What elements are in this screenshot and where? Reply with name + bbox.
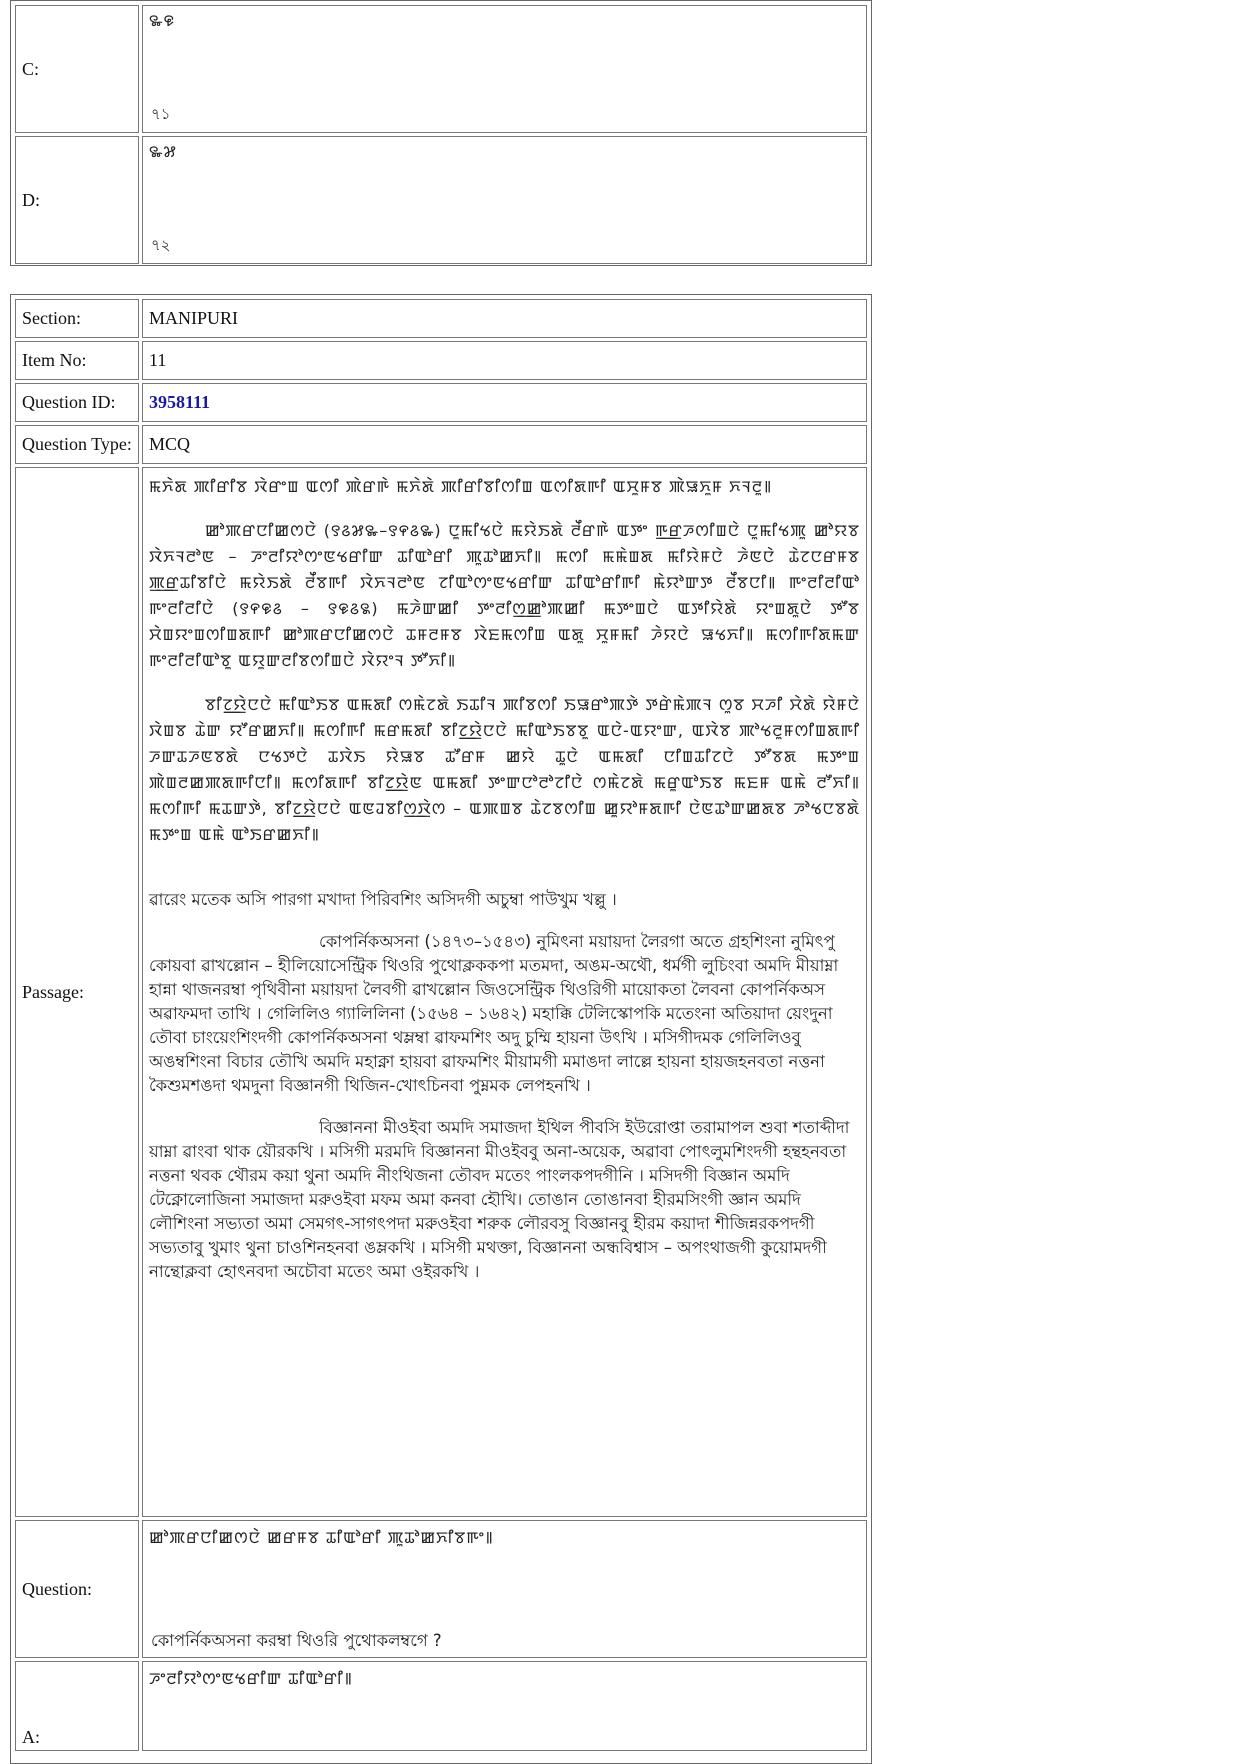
options-continuation-table: [10, 0, 872, 266]
option-d-label: D:: [15, 136, 139, 264]
section-value: MANIPURI: [142, 299, 867, 338]
option-a-meetei-text: ꯍꯦꯂꯤꯌꯣꯁꯦꯟꯠꯔꯤꯛ ꯊꯤꯑꯣꯔꯤ꯫: [149, 1669, 353, 1688]
question-content: [142, 1520, 867, 1658]
section-label: Section:: [15, 299, 139, 338]
question-id-value: 3958111: [142, 383, 867, 422]
option-d-meetei-number: ꯳꯷: [149, 142, 177, 161]
passage-bengali-paragraph-2: বিজ্ঞাননা মীওইবা অমদি সমাজদা ইথিল পীবসি ইউরোপ্তা তরামাপল শুবা শতাব্দীদা য়াম্না ৱাংবা থাক য়ৌরকখি । মসিগী মরমদি বিজ্ঞাননা মীওইববু অনা-অয়েক, অৱাবা পোৎলুমশিংদগী হন্থহনবতা নত্তনা থবক থৌরম কয়া থুনা অমদি নীংথিজনা তৌবদ মতেং পাংলকপদগীনি । মসিদগী বিজ্ঞান অমদি টেক্নোলোজিনা সমাজদা মরুওইবা মফম অমা কনবা হৌখি। তোঙান তোঙানবা হীরমসিংগী জ্ঞান অমদি লৌশিংনা সভ্যতা অমা সেমগৎ-সাগৎপদা মরুওইবা শরুক লৌরবসু বিজ্ঞানবু হীরম কয়াদা শীজিন্নরকপদগী সভ্যতাবু খুমাং থুনা চাওশিনহনবা ঙম্লকখি । মসিগী মথক্তা, বিজ্ঞাননা অন্ধবিশ্বাস – অপংথাজগী কুয়োমদগী নান্থোক্লবা হোৎনবদা অচৌবা মতেং অমা ওইরকখি ।: [149, 1118, 850, 1281]
passage-meetei-paragraph-1: ꯀꯣꯄꯔꯅꯤꯀꯁꯅꯥ (꯱꯴꯷꯳–꯱꯵꯴꯳) ꯅꯨꯃꯤꯠꯅꯥ ꯃꯌꯥꯏꯗꯥ ꯂꯩꯔꯒꯥ ꯑꯇꯦ ꯒ꯭ꯔꯍꯁꯤꯡꯅꯥ ꯅꯨꯃꯤꯠꯄꯨ ꯀꯣꯌꯕ ꯋꯥꯈꯜꯂꯣꯟ – ꯍꯦꯂꯤꯌꯣꯁꯦꯟꯠꯔꯤꯛ ꯊꯤꯑꯣꯔꯤ ꯄꯨꯊꯣꯀꯈꯤ꯫ ꯃꯁꯤ ꯃꯃꯥꯡꯗ ꯃꯤꯌꯥꯝꯅꯥ ꯍꯥꯟꯅꯥ ꯊꯥꯖꯅꯔꯝꯕ ꯄ꯭ꯔꯊꯤꯕꯤꯅꯥ ꯃꯌꯥꯏꯗꯥ ꯂꯩꯕꯒꯤ ꯋꯥꯈꯜꯂꯣꯟ ꯖꯤꯑꯣꯁꯦꯟꯠꯔꯤꯛ ꯊꯤꯑꯣꯔꯤꯒꯤ ꯃꯥꯌꯣꯛꯇ ꯂꯩꯕꯅꯤ꯫ ꯒꯦꯂꯤꯂꯤꯑꯣ ꯒꯦꯂꯤꯂꯤꯅꯥ (꯱꯵꯶꯴ – ꯱꯶꯴꯲) ꯃꯍꯥꯛꯀꯤ ꯇꯦꯂꯤꯁ꯭ꯀꯣꯄꯀꯤ ꯃꯇꯦꯡꯅꯥ ꯑꯇꯤꯌꯥꯗꯥ ꯌꯦꯡꯗꯨꯅꯥ ꯇꯧꯕ ꯆꯥꯡꯌꯦꯡꯁꯤꯡꯗꯒꯤ ꯀꯣꯄꯔꯅꯤꯀꯁꯅꯥ ꯊꯝꯂꯝꯕ ꯋꯥꯐꯃꯁꯤꯡ ꯑꯗꯨ ꯆꯨꯝꯃꯤ ꯍꯥꯌꯅꯥ ꯎꯠꯈꯤ꯫ ꯃꯁꯤꯒꯤꯗꯃꯛ ꯒꯦꯂꯤꯂꯤꯑꯣꯕꯨ ꯑꯌꯨꯛꯂꯤꯕꯁꯤꯡꯅꯥ ꯋꯥꯌꯦꯜ ꯇꯧꯈꯤ꯫: [149, 521, 860, 670]
option-a-content: [142, 1661, 867, 1751]
option-c-label: C:: [15, 5, 139, 133]
passage-bengali-heading: ৱারেং মতেক অসি পারগা মখাদা পিরিবশিং অসিদগী অচুম্বা পাউখুম খল্লু ।: [149, 890, 617, 909]
passage-bengali-paragraph-1: কোপর্নিকঅসনা (১৪৭৩–১৫৪৩) নুমিৎনা ময়ায়দা লৈরগা অতে গ্রহশিংনা নুমিৎপু কোয়বা ৱাখল্লোন – হীলিয়োসেন্ট্রিক থিওরি পুথোক্লককপা মতমদা, অঙম-অথৌ, ধর্মগী লুচিংবা অমদি মীয়াম্না হান্না থাজনরম্বা পৃথিবীনা ময়ায়দা লৈবগী ৱাখল্লোন জিওসেন্ট্রিক থিওরিগী মায়োকতা লৈবনা কোপর্নিকঅস অৱাফমদা তাখি । গেলিলিও গ্যালিলিনা (১৫৬৪ – ১৬৪২) মহাক্কি টেলিস্কোপকি মতেংনা অতিয়াদা য়েংদুনা তৌবা চাংয়েংশিংদগী কোপর্নিকঅসনা থম্লম্বা ৱাফমশিং অদু চুম্মি হায়না উৎখি । মসিগীদমক গেলিলিওবু অঙম্বশিংনা বিচার তৌখি অমদি মহাক্না হায়বা ৱাফমশিং মীয়ামগী মমাঙদা লাল্লে হায়না হায়জহনবতা নত্তনা কৈশুমশঙদা থমদুনা বিজ্ঞানগী থিজিন-খোৎচিনবা পুম্নমক লেপহনখি ।: [149, 932, 839, 1095]
passage-meetei-heading: ꯃꯈꯥꯗ ꯄꯤꯔꯤꯕ ꯋꯥꯔꯦꯡ ꯑꯁꯤ ꯄꯥꯔꯒꯥ ꯃꯈꯥꯗꯥ ꯄꯤꯔꯤꯕꯤꯁꯤꯡ ꯑꯁꯤꯗꯒꯤ ꯑꯆꯨꯝꯕ ꯄꯥꯎꯈꯨꯝ ꯈꯜꯂꯨ꯫: [149, 477, 773, 496]
question-bengali-text: কোপর্নিকঅসনা করম্বা থিওরি পুথোকলম্বগে ?: [151, 1631, 442, 1650]
option-c-meetei-number: ꯳꯶: [149, 11, 176, 30]
passage-meetei-paragraph-2: ꯕꯤꯖ꯭ꯌꯥꯅꯅꯥ ꯃꯤꯑꯣꯏꯕ ꯑꯃꯗꯤ ꯁꯃꯥꯖꯗꯥ ꯏꯊꯤꯜ ꯄꯤꯕꯁꯤ ꯏꯎꯔꯣꯄꯇꯥ ꯇꯔꯥꯃꯥꯄꯜ ꯁꯨꯕ ꯆꯍꯤ ꯆꯥꯗꯥ ꯌꯥꯝꯅꯥ ꯋꯥꯡꯕ ꯊꯥꯛ ꯌꯧꯔꯀꯈꯤ꯫ ꯃꯁꯤꯒꯤ ꯃꯔꯃꯗꯤ ꯕꯤꯖ꯭ꯌꯥꯅꯅꯥ ꯃꯤꯑꯣꯏꯕꯕꯨ ꯑꯅꯥ-ꯑꯌꯦꯛ, ꯑꯋꯥꯕ ꯄꯣꯠꯂꯨꯝꯁꯤꯡꯗꯒꯤ ꯍꯛꯊꯍꯟꯕꯗꯥ ꯅꯠꯇꯅꯥ ꯊꯋꯥꯏ ꯌꯥꯎꯕ ꯊꯧꯔꯝ ꯀꯌꯥ ꯊꯨꯅꯥ ꯑꯃꯗꯤ ꯅꯤꯡꯊꯤꯖꯅꯥ ꯇꯧꯕꯗ ꯃꯇꯦꯡ ꯄꯥꯡꯂꯀꯄꯗꯒꯤꯅꯤ꯫ ꯃꯁꯤꯗꯒꯤ ꯕꯤꯖ꯭ꯌꯥꯟ ꯑꯃꯗꯤ ꯇꯦꯛꯅꯣꯂꯣꯖꯤꯅꯥ ꯁꯃꯥꯖꯗꯥ ꯃꯔꯨꯑꯣꯏꯕ ꯃꯐꯝ ꯑꯃꯥ ꯂꯧꯈꯤ꯫ ꯃꯁꯤꯒꯤ ꯃꯊꯛꯇꯥ, ꯕꯤꯖ꯭ꯌꯥꯅꯅꯥ ꯑꯟꯙꯕꯤꯁ꯭ꯋꯥꯁ – ꯑꯄꯡꯕ ꯊꯥꯖꯕꯁꯤꯡ ꯀꯨꯌꯣꯝꯗꯒꯤ ꯅꯥꯟꯊꯣꯛꯀꯗꯕ ꯍꯣꯠꯅꯕꯗꯥ ꯃꯇꯦꯡ ꯑꯃꯥ ꯑꯣꯏꯔꯀꯈꯤ꯫: [149, 695, 860, 844]
question-item-table: [10, 294, 872, 1764]
item-no-label: Item No:: [15, 341, 139, 380]
question-label: Question:: [15, 1520, 139, 1658]
question-type-label: Question Type:: [15, 425, 139, 464]
question-meetei-text: ꯀꯣꯄꯔꯅꯤꯀꯁꯅꯥ ꯀꯔꯝꯕ ꯊꯤꯑꯣꯔꯤ ꯄꯨꯊꯣꯀꯈꯤꯕꯒꯦ꯫: [149, 1528, 494, 1547]
option-a-label: A:: [15, 1661, 139, 1751]
passage-label: Passage:: [15, 467, 139, 1517]
option-d-value: [142, 136, 867, 264]
option-c-bengali-number: ৭১: [151, 107, 171, 123]
passage-content: [142, 467, 867, 1517]
question-type-value: MCQ: [142, 425, 867, 464]
item-no-value: 11: [142, 341, 867, 380]
option-c-value: [142, 5, 867, 133]
option-d-bengali-number: ৭২: [151, 238, 171, 254]
question-id-label: Question ID:: [15, 383, 139, 422]
